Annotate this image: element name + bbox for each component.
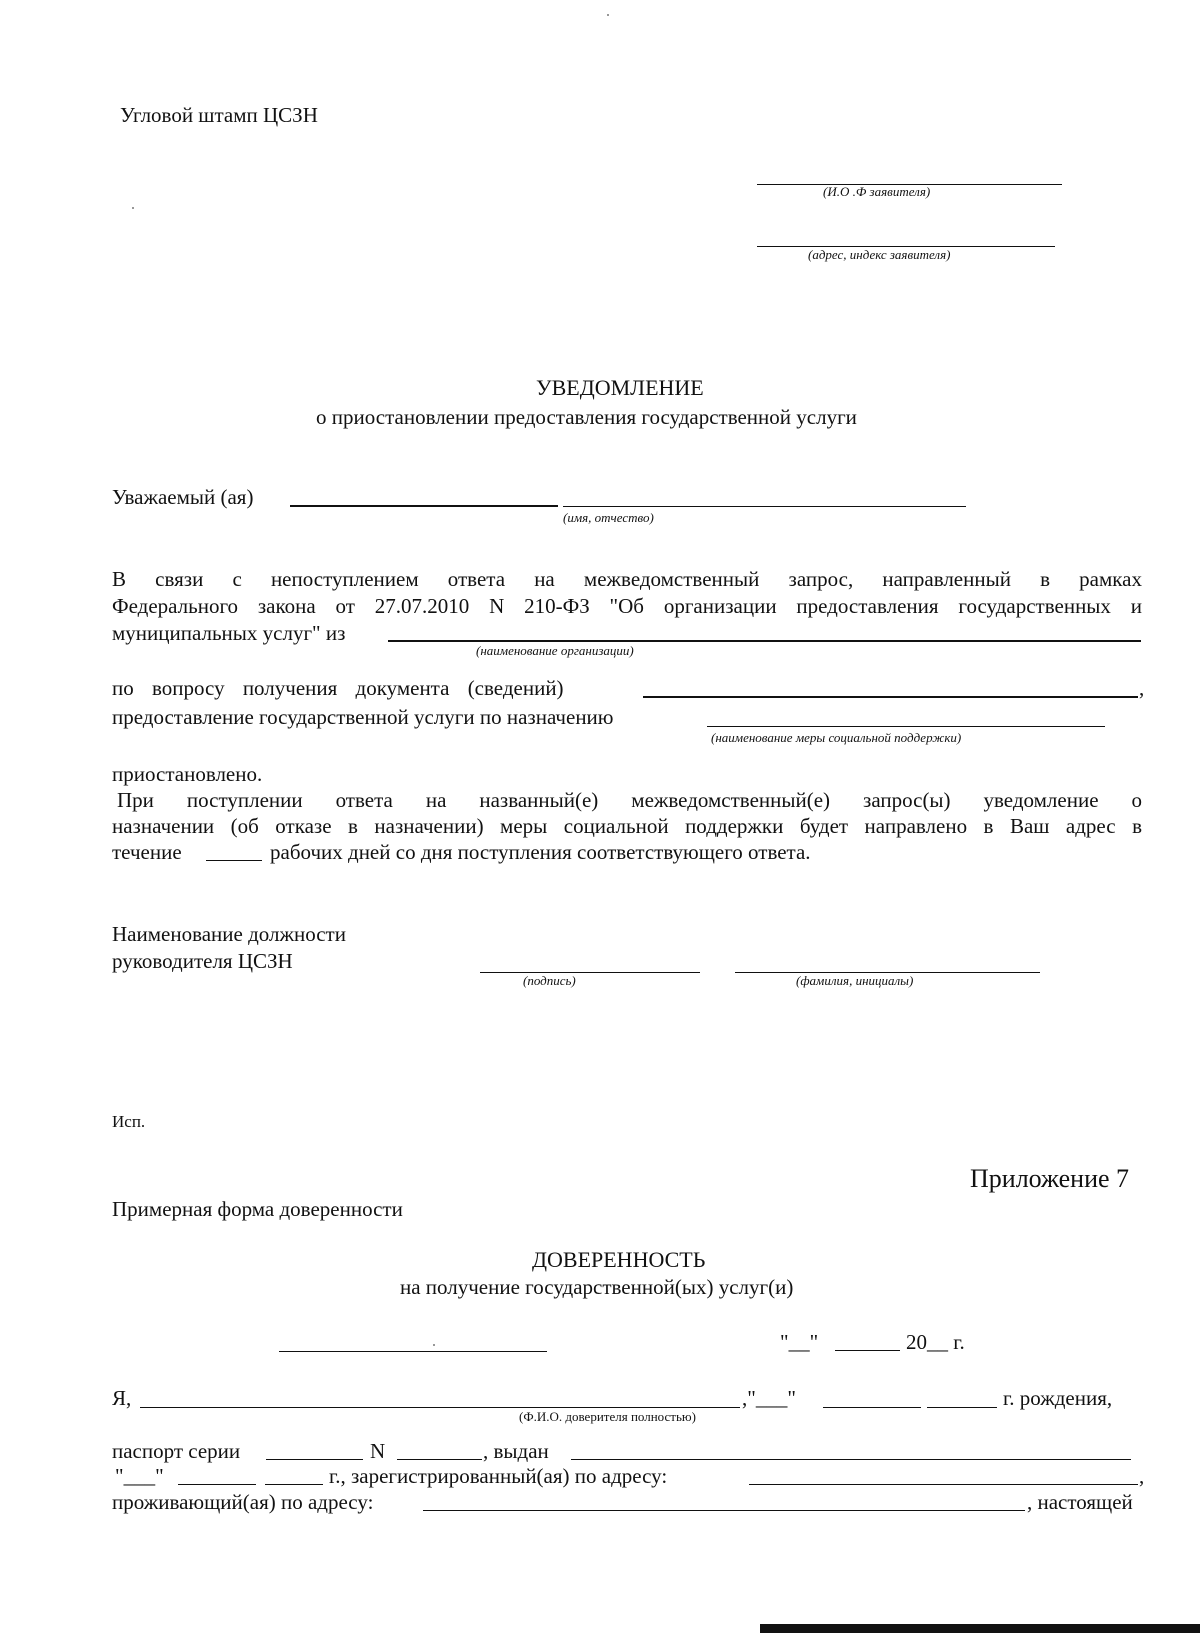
corner-stamp-label: Угловой штамп ЦСЗН [120, 103, 318, 127]
principal-name-field-line[interactable] [140, 1407, 740, 1408]
greeting-caption: (имя, отчество) [563, 510, 654, 525]
present-label: , настоящей [1027, 1490, 1133, 1514]
residing-label: проживающий(ая) по адресу: [112, 1490, 374, 1514]
ya-label: Я, [112, 1386, 132, 1410]
place-field-line[interactable] [279, 1351, 547, 1352]
signature-field-line[interactable] [480, 972, 700, 973]
registered-comma: , [1139, 1464, 1145, 1488]
date-month-field-line[interactable] [835, 1350, 900, 1351]
appendix-label: Приложение 7 [970, 1164, 1130, 1193]
scan-speck [433, 1344, 435, 1346]
question-field-line[interactable] [643, 696, 1138, 698]
organization-field-line[interactable] [388, 640, 1141, 642]
applicant-name-caption: (И.О .Ф заявителя) [823, 184, 931, 199]
date-year: 20__ г. [906, 1330, 965, 1354]
question-comma: , [1139, 676, 1145, 700]
passport-series-label: паспорт серии [112, 1439, 241, 1463]
form-title: Примерная форма доверенности [112, 1197, 403, 1221]
measure-field-line[interactable] [707, 726, 1105, 727]
position-line2: руководителя ЦСЗН [112, 949, 293, 973]
scan-speck [132, 207, 134, 209]
registration-address-field-line[interactable] [749, 1484, 1138, 1485]
residence-address-field-line[interactable] [423, 1510, 1025, 1511]
para1-line1: В связи с непоступлением ответа на межведомственный запрос, направленный в рамках [112, 567, 1142, 591]
principal-caption: (Ф.И.О. доверителя полностью) [519, 1409, 696, 1424]
issue-date-quotes: "___" [115, 1464, 164, 1488]
para1-line2: Федерального закона от 27.07.2010 N 210-ФЗ "Об организации предоставления государственных и [112, 594, 1142, 618]
signature-caption: (подпись) [523, 973, 576, 988]
greeting-label: Уважаемый (ая) [112, 485, 254, 509]
birth-year-field-line[interactable] [927, 1407, 997, 1408]
surname-caption: (фамилия, инициалы) [796, 973, 914, 988]
para1-line3: муниципальных услуг" из [112, 621, 346, 645]
issue-year-field-line[interactable] [265, 1484, 323, 1485]
scan-speck [607, 14, 609, 16]
passport-number-label: N [370, 1439, 386, 1463]
power-of-attorney-title: ДОВЕРЕННОСТЬ [532, 1247, 706, 1272]
scan-edge-bar [760, 1624, 1200, 1633]
notice-title: УВЕДОМЛЕНИЕ [536, 375, 704, 400]
para2-line3-start: течение [112, 840, 182, 864]
birth-month-field-line[interactable] [823, 1407, 921, 1408]
power-of-attorney-subtitle: на получение государственной(ых) услуг(и) [400, 1275, 794, 1299]
position-line1: Наименование должности [112, 922, 346, 946]
issued-by-field-line[interactable] [571, 1459, 1131, 1460]
days-field-line[interactable] [206, 860, 262, 861]
measure-caption: (наименование меры социальной поддержки) [711, 730, 962, 745]
executor-label: Исп. [112, 1112, 146, 1131]
applicant-address-caption: (адрес, индекс заявителя) [808, 247, 951, 262]
para2-line1: При поступлении ответа на названный(е) межведомственный(е) запрос(ы) уведомление о [117, 788, 1142, 812]
passport-number-field-line[interactable] [397, 1459, 482, 1460]
notice-subtitle: о приостановлении предоставления государственной услуги [316, 405, 857, 429]
issue-month-field-line[interactable] [178, 1484, 256, 1485]
issued-label: , выдан [483, 1439, 549, 1463]
birth-date-quotes: ,"___" [742, 1386, 796, 1410]
greeting-name-line-bold[interactable] [290, 505, 558, 507]
provision-label: предоставление государственной услуги по назначению [112, 705, 614, 729]
birth-label: г. рождения, [1003, 1386, 1113, 1410]
greeting-name-line[interactable] [563, 506, 966, 507]
date-day-quotes: "__" [780, 1330, 819, 1354]
para2-line3-end: рабочих дней со дня поступления соответствующего ответа. [270, 840, 811, 864]
passport-series-field-line[interactable] [266, 1459, 363, 1460]
organization-caption: (наименование организации) [476, 643, 634, 658]
question-label: по вопросу получения документа (сведений) [112, 676, 564, 700]
suspended-label: приостановлено. [112, 762, 263, 786]
registered-label: г., зарегистрированный(ая) по адресу: [329, 1464, 668, 1488]
para2-line2: назначении (об отказе в назначении) меры социальной поддержки будет направлено в Ваш адрес в [112, 814, 1142, 838]
